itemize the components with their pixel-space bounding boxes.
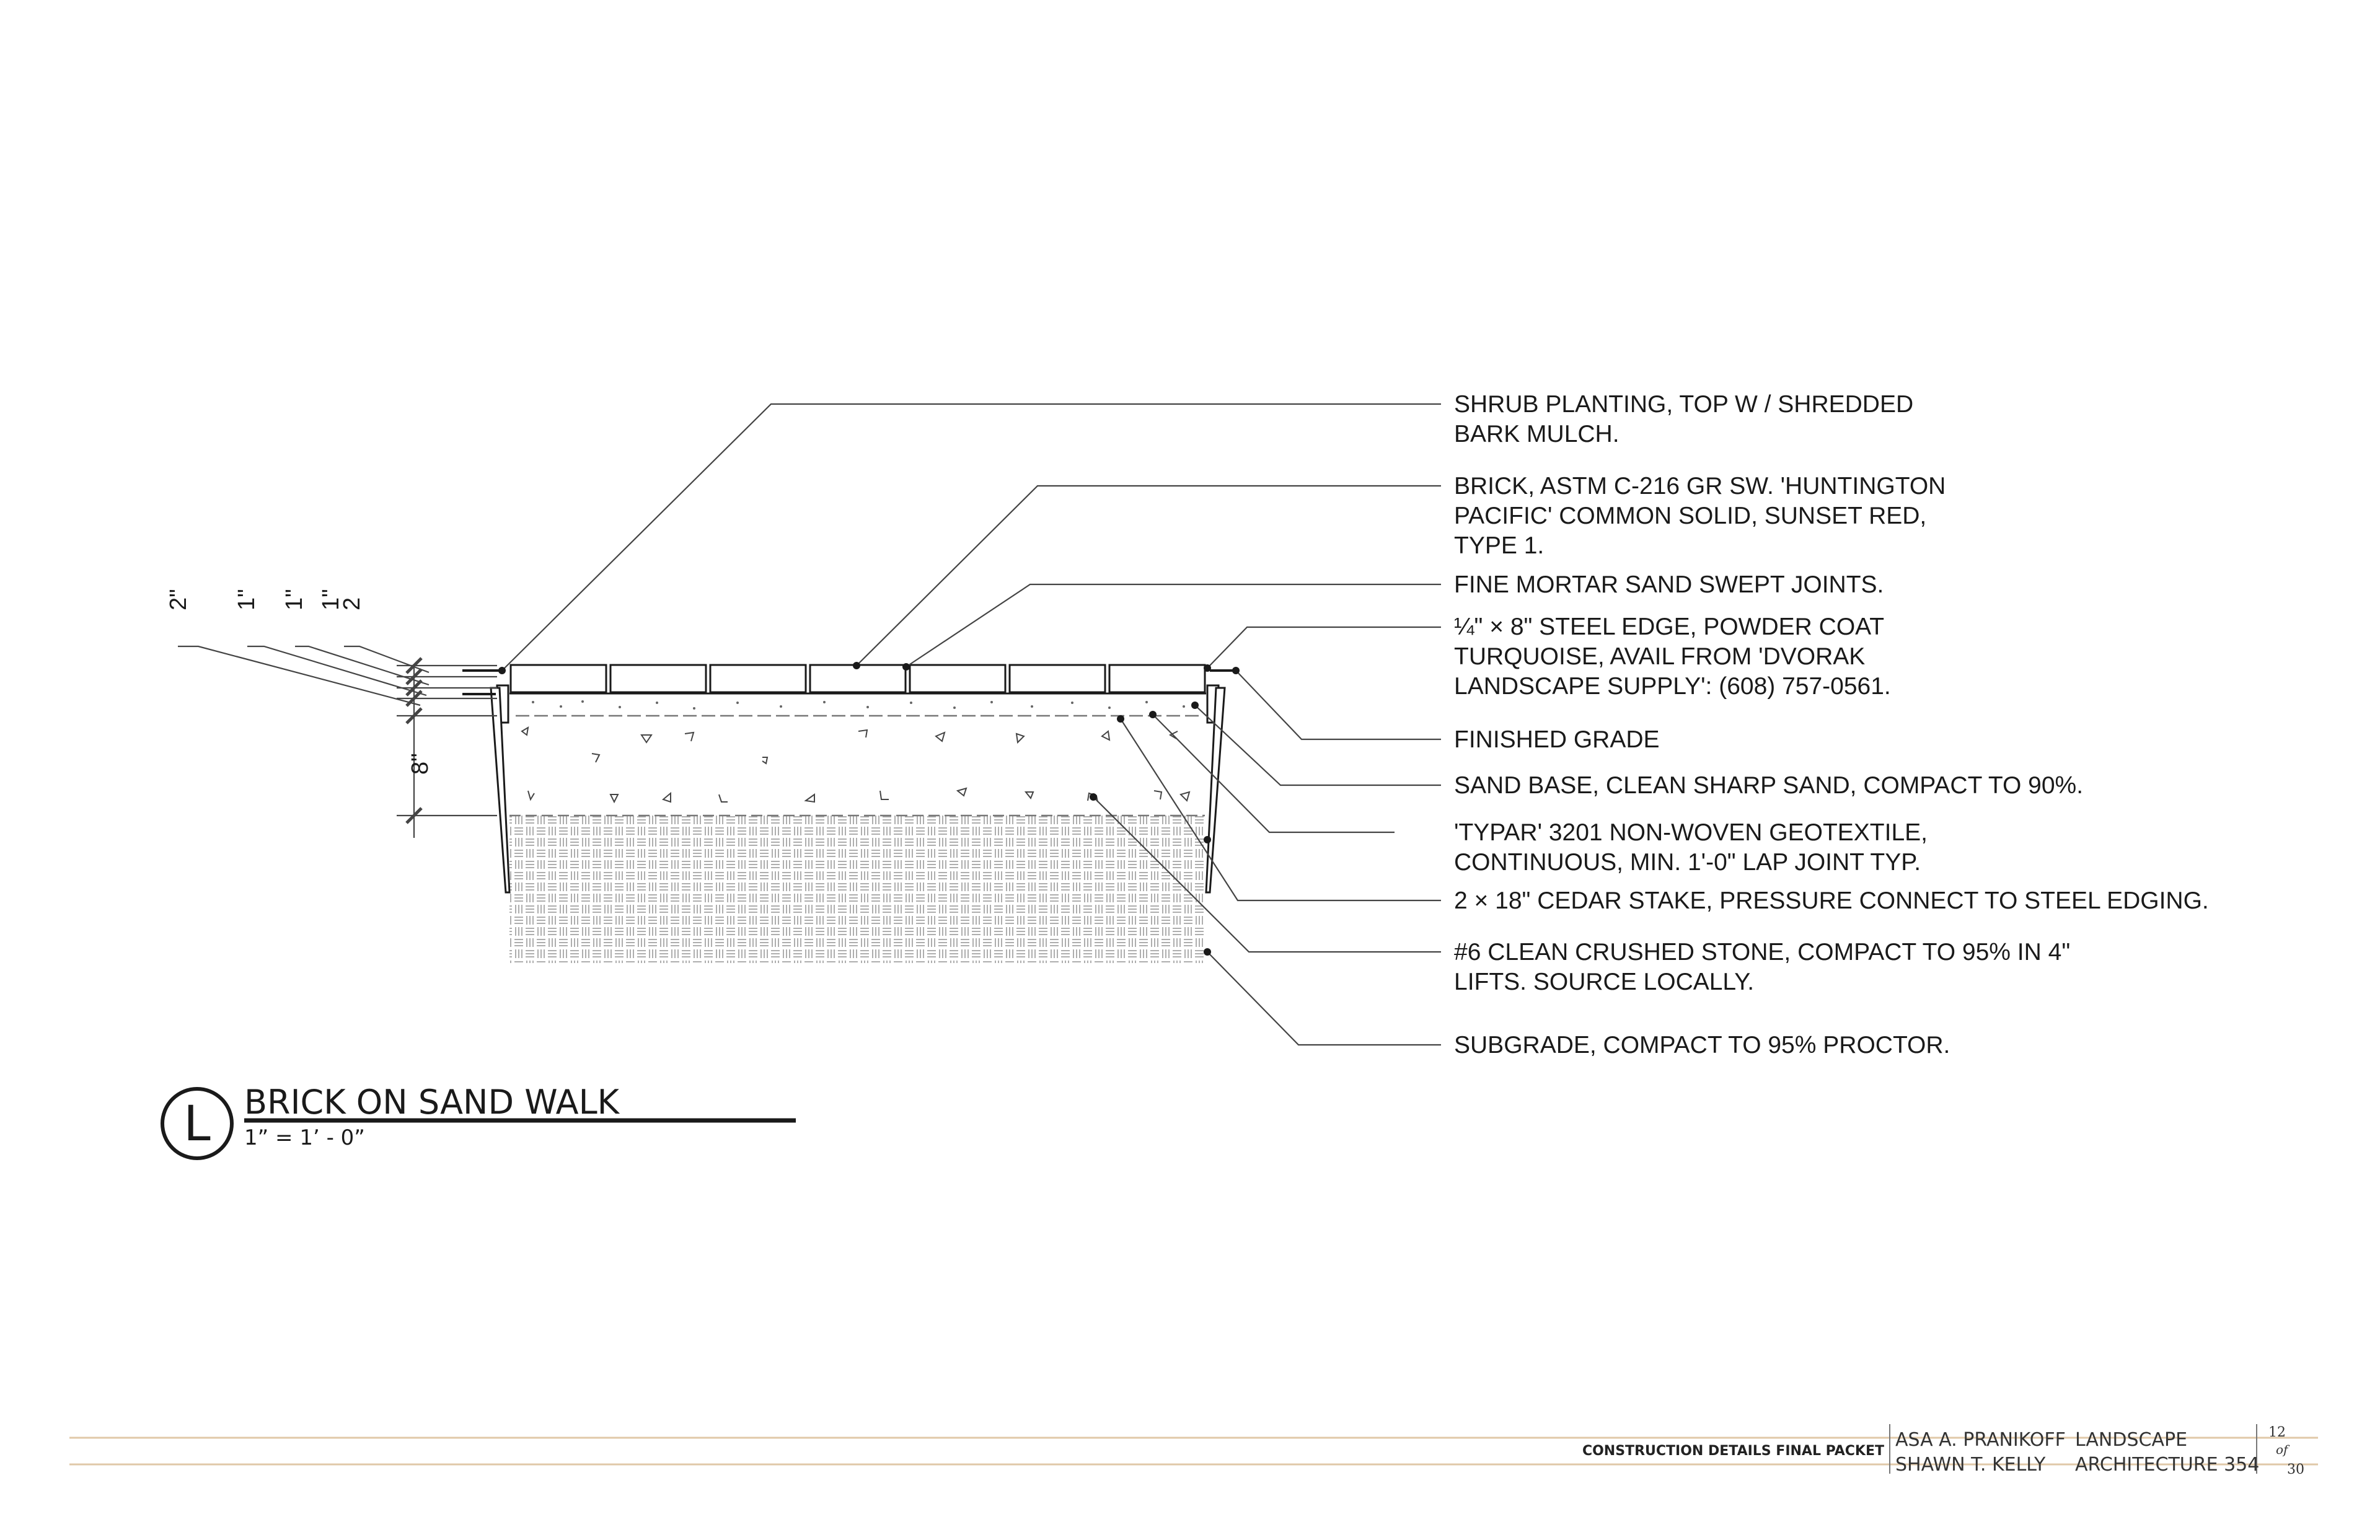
note-sand-base: SAND BASE, CLEAN SHARP SAND, COMPACT TO 90%. [1454, 772, 2084, 799]
note-brick-1: BRICK, ASTM C-216 GR SW. 'HUNTINGTON [1454, 473, 1946, 499]
sheet-number: 12 [2268, 1425, 2286, 1440]
note-crushed-stone-2: LIFTS. SOURCE LOCALLY. [1454, 969, 1755, 995]
note-finished-grade: FINISHED GRADE [1454, 726, 1660, 753]
dim-2in: 2" [165, 589, 192, 610]
dim-half-in-num: 1" [318, 589, 344, 610]
section-drawing [462, 665, 1237, 963]
note-edge-3: LANDSCAPE SUPPLY': (608) 757-0561. [1454, 673, 1891, 700]
detail-scale: 1” = 1’ - 0” [244, 1125, 365, 1150]
dim-half-in-den: 2 [339, 597, 365, 610]
note-subgrade: SUBGRADE, COMPACT TO 95% PROCTOR. [1454, 1032, 1950, 1058]
setting-bed [532, 700, 1185, 710]
note-geotextile-2: CONTINUOUS, MIN. 1'-0" LAP JOINT TYP. [1454, 849, 1921, 876]
author-1: ASA A. PRANIKOFF [1895, 1429, 2066, 1451]
detail-letter: L [183, 1096, 211, 1152]
note-geotextile-1: 'TYPAR' 3201 NON-WOVEN GEOTEXTILE, [1454, 819, 1928, 846]
note-crushed-stone-1: #6 CLEAN CRUSHED STONE, COMPACT TO 95% IN 4" [1454, 939, 2071, 966]
course-1: LANDSCAPE [2075, 1429, 2188, 1451]
note-edge-2: TURQUOISE, AVAIL FROM 'DVORAK [1454, 643, 1866, 670]
course-2: ARCHITECTURE 354 [2075, 1454, 2260, 1476]
dim-1in-a: 1" [234, 589, 260, 610]
note-shrub-1: SHRUB PLANTING, TOP W / SHREDDED [1454, 391, 1914, 418]
sheet-of: of [2276, 1442, 2288, 1457]
detail-title [162, 1083, 796, 1158]
title-block [69, 1424, 2318, 1477]
author-2: SHAWN T. KELLY [1895, 1454, 2046, 1476]
dimension-string [178, 646, 497, 838]
detail-title-text: BRICK ON SAND WALK [244, 1083, 620, 1122]
sheet-total: 30 [2287, 1462, 2304, 1477]
notes [1454, 391, 2209, 1058]
sand-base-layer [522, 728, 1189, 802]
note-shrub-2: BARK MULCH. [1454, 421, 1620, 447]
crushed-stone-layer [509, 816, 1205, 963]
note-mortar: FINE MORTAR SAND SWEPT JOINTS. [1454, 571, 1884, 598]
dim-8in: 8" [407, 753, 433, 775]
note-edge-1: ¼" × 8" STEEL EDGE, POWDER COAT [1454, 614, 1885, 640]
note-brick-3: TYPE 1. [1454, 532, 1545, 559]
note-cedar-stake: 2 × 18" CEDAR STAKE, PRESSURE CONNECT TO STEEL EDGING. [1454, 887, 2209, 914]
edge-right [1206, 685, 1225, 892]
packet-title: CONSTRUCTION DETAILS FINAL PACKET [1582, 1443, 1884, 1459]
note-brick-2: PACIFIC' COMMON SOLID, SUNSET RED, [1454, 503, 1927, 529]
dim-1in-b: 1" [281, 589, 307, 610]
